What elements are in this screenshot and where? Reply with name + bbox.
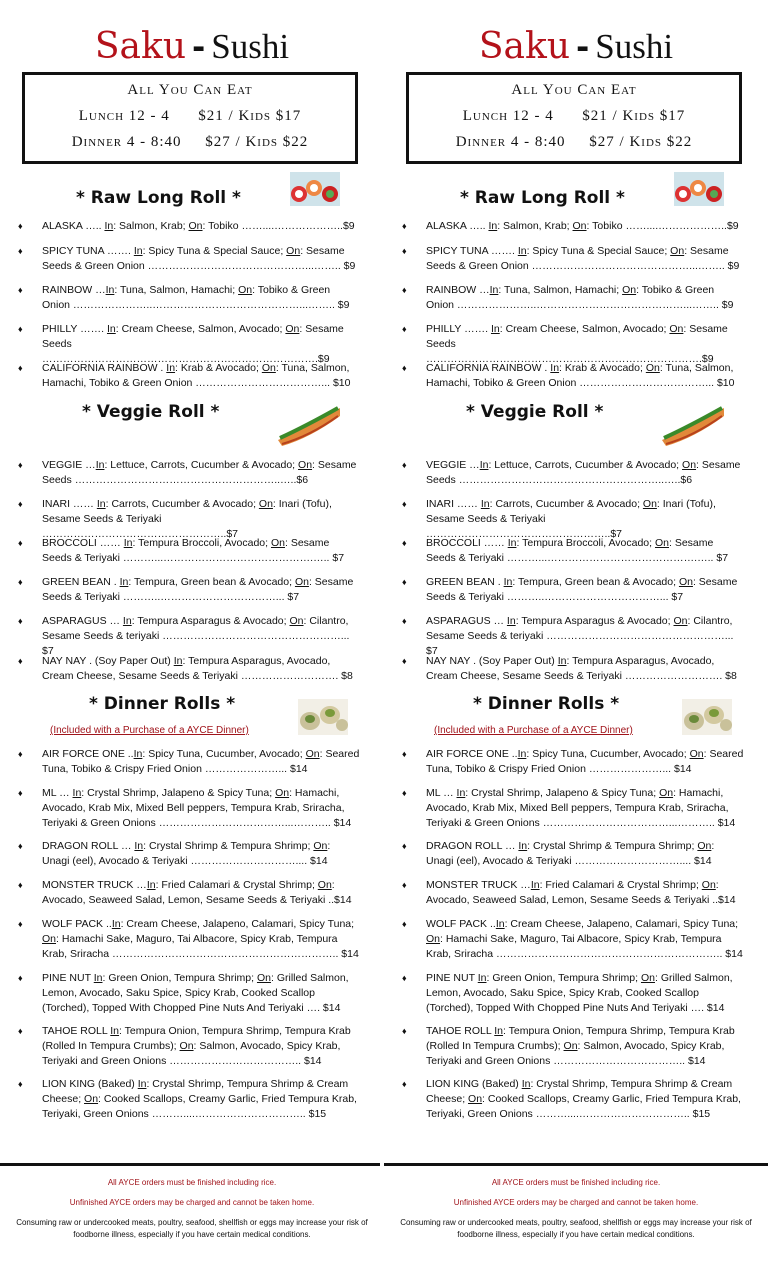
menu-item-b: : Sesame Seeds …………………………………………………..…..$6 [42, 459, 357, 486]
menu-item-text [426, 1077, 744, 1122]
menu-item-a: : Green Onion, Tempura Shrimp; [102, 972, 257, 984]
diamond-bullet-icon: ♦ [18, 973, 23, 983]
footer-line-3: Consuming raw or undercooked meats, poultry, seafood, shellfish or eggs may increase your risk of foodborne illness, especially if you have certain medical conditions. [16, 1218, 368, 1239]
lunch-price: Lunch 12 - 4 $21 / Kids $17 [462, 108, 686, 124]
diamond-bullet-icon: ♦ [402, 246, 407, 256]
menu-item-in: In [506, 615, 516, 627]
diamond-bullet-icon: ♦ [402, 460, 407, 470]
menu-item-b: : Inari (Tofu), Sesame Seeds & Teriyaki ……………………………………………..$7 [426, 498, 716, 540]
menu-item-b: : Sesame Seeds …………………………………………………………………….$9 [42, 323, 344, 365]
menu-item-name: VEGGIE … [426, 459, 480, 471]
menu-item-on: On [261, 362, 276, 374]
veggie-roll-photo [660, 402, 726, 448]
menu-item-name: DRAGON ROLL … [426, 840, 519, 852]
menu-item-in: In [477, 972, 487, 984]
menu-item-on: On [294, 576, 309, 588]
menu-item-on: On [563, 1040, 578, 1052]
menu-item-text [426, 917, 744, 962]
brand-sushi: Sushi [595, 27, 674, 66]
sushi-roll-photo [674, 172, 724, 206]
diamond-bullet-icon: ♦ [402, 538, 407, 548]
menu-item-on: On [642, 498, 657, 510]
menu-item-name: NAY NAY . (Soy Paper Out) [42, 655, 174, 667]
diamond-bullet-icon: ♦ [18, 919, 23, 929]
brand-sushi: Sushi [211, 27, 290, 66]
menu-item-in: In [110, 1025, 120, 1037]
menu-item-in: In [494, 1025, 504, 1037]
menu-item-on: On [701, 879, 716, 891]
menu-item-in: In [503, 576, 513, 588]
menu-item-in: In [134, 840, 144, 852]
menu-item-a: : Tempura Onion, Tempura Shrimp, Tempura Krab (Rolled In Tempura Crumbs); [42, 1025, 351, 1052]
menu-item-name: BROCCOLI …… [42, 537, 124, 549]
dinner-price: Dinner 4 - 8:40 $27 / Kids $22 [71, 134, 309, 150]
menu-item-text [426, 786, 744, 831]
menu-item-a: : Crystal Shrimp, Jalapeno & Spicy Tuna; [81, 787, 276, 799]
menu-item-text [42, 575, 360, 605]
menu-item-on: On [179, 1040, 194, 1052]
menu-item-on: On [256, 972, 271, 984]
menu-item-b: : Seared Tuna, Tobiko & Crispy Fried Onion …………………... $14 [426, 748, 744, 775]
diamond-bullet-icon: ♦ [18, 656, 23, 666]
brand-saku: Saku [478, 26, 571, 67]
menu-item-in: In [479, 459, 489, 471]
menu-item-text [426, 361, 744, 391]
menu-item-in: In [480, 498, 490, 510]
menu-item-in: In [119, 576, 129, 588]
hours-box [22, 72, 358, 164]
menu-item-in: In [122, 615, 132, 627]
menu-item-in: In [111, 918, 121, 930]
menu-item-text [42, 654, 360, 684]
veggie-section-title: * Veggie Roll * [466, 402, 604, 422]
lunch-price: Lunch 12 - 4 $21 / Kids $17 [78, 108, 302, 124]
menu-item-b: : Sesame Seeds & Teriyaki ………...…………………………………….….. $7 [426, 537, 729, 564]
menu-item-b: : Sesame Seeds & Teriyaki ………...…………………………………….….. $7 [42, 537, 345, 564]
menu-item-a: : Lettuce, Carrots, Cucumber & Avocado; [104, 459, 299, 471]
menu-item-on: On [670, 245, 685, 257]
menu-item-on: On [678, 576, 693, 588]
menu-item-name: AIR FORCE ONE .. [42, 748, 134, 760]
menu-item-a: : Spicy Tuna & Special Sauce; [142, 245, 287, 257]
dinner-note: (Included with a Purchase of a AYCE Dinner) [434, 725, 633, 736]
menu-item-in: In [521, 1078, 531, 1090]
footer-divider-right [384, 1163, 768, 1166]
menu-item-text [426, 536, 744, 566]
menu-item-name: PINE NUT [426, 972, 478, 984]
diamond-bullet-icon: ♦ [402, 363, 407, 373]
menu-item-name: TAHOE ROLL [42, 1025, 111, 1037]
menu-item-name: AIR FORCE ONE .. [426, 748, 518, 760]
menu-item-on: On [468, 1093, 483, 1105]
menu-item-on: On [188, 220, 203, 232]
menu-item-b: : Avocado, Seaweed Salad, Lemon, Sesame Seeds & Teriyaki ..$14 [42, 879, 352, 906]
menu-item-name: MONSTER TRUCK … [426, 879, 531, 891]
diamond-bullet-icon: ♦ [18, 880, 23, 890]
diamond-bullet-icon: ♦ [402, 656, 407, 666]
menu-item-in: In [93, 972, 103, 984]
menu-item-name: ALASKA ….. [426, 220, 489, 232]
menu-item-name: ALASKA ….. [42, 220, 105, 232]
menu-item-on: On [659, 787, 674, 799]
menu-item-on: On [238, 284, 253, 296]
menu-item-text [426, 244, 744, 274]
menu-item-name: MONSTER TRUCK … [42, 879, 147, 891]
menu-item-in: In [488, 220, 498, 232]
veggie-roll-photo [276, 402, 342, 448]
menu-item-b: : Hamachi, Avocado, Krab Mix, Mixed Bell peppers, Tempura Krab, Sriracha, Teriyaki & Green Onions ………………………………...……….. $14 [426, 787, 736, 829]
menu-item-in: In [104, 220, 114, 232]
menu-item-on: On [645, 362, 660, 374]
menu-item-name: NAY NAY . (Soy Paper Out) [426, 655, 558, 667]
dinner-roll-photo [298, 699, 348, 735]
menu-item-b: : Tobiko ……....………………..$9 [202, 220, 355, 232]
menu-item-name: CALIFORNIA RAINBOW . [42, 362, 167, 374]
footer-divider-left [0, 1163, 380, 1166]
menu-item-name: INARI …… [42, 498, 97, 510]
menu-item-name: WOLF PACK .. [426, 918, 496, 930]
menu-item-text [426, 575, 744, 605]
menu-item-in: In [95, 459, 105, 471]
menu-item-text [42, 1077, 360, 1122]
menu-item-in: In [105, 284, 115, 296]
menu-item-on: On [270, 537, 285, 549]
menu-item-name: VEGGIE … [42, 459, 96, 471]
menu-item-a: : Cream Cheese, Salmon, Avocado; [499, 323, 670, 335]
menu-item-on: On [426, 933, 441, 945]
menu-item-on: On [572, 220, 587, 232]
menu-item-on: On [697, 840, 712, 852]
diamond-bullet-icon: ♦ [18, 324, 23, 334]
menu-item-name: LION KING (Baked) [42, 1078, 138, 1090]
menu-item-a: : Crystal Shrimp, Tempura Shrimp & Cream Cheese; [426, 1078, 733, 1105]
menu-item-name: RAINBOW … [42, 284, 106, 296]
menu-item-text [42, 536, 360, 566]
menu-item-name: SPICY TUNA ……. [42, 245, 134, 257]
menu-item-a: : Tempura, Green bean & Avocado; [128, 576, 295, 588]
menu-item-on: On [286, 245, 301, 257]
menu-item-in: In [96, 498, 106, 510]
menu-item-b: : Cooked Scallops, Creamy Garlic, Fried Tempura Krab, Teriyaki, Green Onions ………....………………………….. $15 [42, 1093, 357, 1120]
menu-item-a: : Crystal Shrimp & Tempura Shrimp; [143, 840, 314, 852]
menu-item-b: : Sesame Seeds & Teriyaki ………..……………………………... $7 [426, 576, 738, 603]
sushi-roll-photo [290, 172, 340, 206]
menu-item-a: : Tempura Asparagus, Avocado, Cream Cheese, Sesame Seeds & Teriyaki ………………………. $8 [426, 655, 737, 682]
diamond-bullet-icon: ♦ [18, 577, 23, 587]
menu-item-name: WOLF PACK .. [42, 918, 112, 930]
dinner-section-title: * Dinner Rolls * [473, 694, 620, 714]
menu-item-text [426, 971, 744, 1016]
menu-item-name: ASPARAGUS … [42, 615, 123, 627]
menu-item-b: : Sesame Seeds & Teriyaki ………..……………………………... $7 [42, 576, 354, 603]
menu-item-in: In [173, 655, 183, 667]
menu-item-a: : Spicy Tuna, Cucumber, Avocado; [526, 748, 690, 760]
menu-item-name: CALIFORNIA RAINBOW . [426, 362, 551, 374]
menu-item-b: : Grilled Salmon, Lemon, Avocado, Saku Spice, Spicy Krab, Cooked Scallop (Torched), Topped With Chopped Pine Nuts And Teriyaki …. $14 [426, 972, 733, 1014]
menu-item-a: : Tempura Onion, Tempura Shrimp, Tempura Krab (Rolled In Tempura Crumbs); [426, 1025, 735, 1052]
footer-line-2: Unfinished AYCE orders may be charged and cannot be taken home. [69, 1198, 315, 1207]
menu-item-name: BROCCOLI …… [426, 537, 508, 549]
menu-item-b: : Salmon, Avocado, Spicy Krab, Teriyaki and Green Onions ……………………………….. $14 [42, 1040, 341, 1067]
diamond-bullet-icon: ♦ [402, 1079, 407, 1089]
menu-item-a: : Crystal Shrimp, Jalapeno & Spicy Tuna; [465, 787, 660, 799]
menu-item-text [42, 1024, 360, 1069]
menu-item-on: On [673, 615, 688, 627]
menu-item-b: : Sesame Seeds …………………………………………………..…..$6 [426, 459, 741, 486]
menu-item-a: : Tempura Broccoli, Avocado; [516, 537, 655, 549]
menu-item-b: : Tuna, Salmon, Hamachi, Tobiko & Green Onion ………………………………... $10 [426, 362, 735, 389]
diamond-bullet-icon: ♦ [18, 460, 23, 470]
menu-item-name: ML … [426, 787, 457, 799]
menu-item-in: In [123, 537, 133, 549]
menu-item-name: SPICY TUNA ……. [426, 245, 518, 257]
diamond-bullet-icon: ♦ [18, 538, 23, 548]
menu-item-text [42, 219, 360, 234]
menu-item-in: In [106, 323, 116, 335]
menu-item-a: : Tempura Broccoli, Avocado; [132, 537, 271, 549]
menu-item-a: : Salmon, Krab; [113, 220, 189, 232]
menu-item-b: : Tobiko ……....………………..$9 [586, 220, 739, 232]
menu-item-a: : Salmon, Krab; [497, 220, 573, 232]
menu-item-a: : Spicy Tuna, Cucumber, Avocado; [142, 748, 306, 760]
menu-item-in: In [495, 918, 505, 930]
ayce-label: All You Can Eat [127, 82, 253, 98]
brand-logo [384, 26, 768, 70]
menu-item-on: On [689, 748, 704, 760]
footer-line-1: All AYCE orders must be finished including rice. [491, 1178, 661, 1187]
menu-item-a: : Cream Cheese, Jalapeno, Calamari, Spicy Tuna; [120, 918, 355, 930]
menu-item-text [42, 878, 360, 908]
menu-item-in: In [72, 787, 82, 799]
menu-item-in: In [133, 748, 143, 760]
menu-item-text [42, 747, 360, 777]
menu-item-on: On [298, 459, 313, 471]
menu-item-b: : Cilantro, Sesame Seeds & teriyaki ……………………………………………... $7 [426, 615, 734, 657]
menu-item-a: : Krab & Avocado; [559, 362, 646, 374]
menu-item-b: : Sesame Seeds & Green Onion ………………………………………...…….. $9 [42, 245, 356, 272]
diamond-bullet-icon: ♦ [18, 246, 23, 256]
menu-item-name: LION KING (Baked) [426, 1078, 522, 1090]
diamond-bullet-icon: ♦ [402, 919, 407, 929]
dinner-roll-photo [682, 699, 732, 735]
menu-item-on: On [640, 972, 655, 984]
footer-line-2: Unfinished AYCE orders may be charged and cannot be taken home. [453, 1198, 699, 1207]
menu-item-in: In [517, 748, 527, 760]
diamond-bullet-icon: ♦ [402, 973, 407, 983]
menu-item-b: : Tobiko & Green Onion …………………..……………………………………...…….. $9 [42, 284, 350, 311]
hours-box [406, 72, 742, 164]
diamond-bullet-icon: ♦ [18, 221, 23, 231]
menu-item-b: : Cilantro, Sesame Seeds & teriyaki ……………………………………………... $7 [42, 615, 350, 657]
menu-item-b: : Sesame Seeds & Green Onion ………………………………………...…….. $9 [426, 245, 740, 272]
brand-saku: Saku [94, 26, 187, 67]
menu-item-in: In [507, 537, 517, 549]
menu-item-a: : Crystal Shrimp, Tempura Shrimp & Cream Cheese; [42, 1078, 349, 1105]
menu-item-a: : Tuna, Salmon, Hamachi; [498, 284, 623, 296]
menu-item-name: PHILLY ……. [426, 323, 491, 335]
menu-item-b: : Salmon, Avocado, Spicy Krab, Teriyaki and Green Onions ……………………………….. $14 [426, 1040, 725, 1067]
menu-item-a: : Crystal Shrimp & Tempura Shrimp; [527, 840, 698, 852]
footer-line-3: Consuming raw or undercooked meats, poultry, seafood, shellfish or eggs may increase your risk of foodborne illness, especially if you have certain medical conditions. [400, 1218, 752, 1239]
diamond-bullet-icon: ♦ [402, 324, 407, 334]
menu-item-on: On [654, 537, 669, 549]
dinner-section-title: * Dinner Rolls * [89, 694, 236, 714]
menu-item-in: In [489, 284, 499, 296]
menu-item-text [42, 361, 360, 391]
menu-item-a: : Fried Calamari & Crystal Shrimp; [539, 879, 702, 891]
diamond-bullet-icon: ♦ [18, 363, 23, 373]
diamond-bullet-icon: ♦ [402, 749, 407, 759]
menu-item-a: : Tuna, Salmon, Hamachi; [114, 284, 239, 296]
menu-item-in: In [517, 245, 527, 257]
menu-item-in: In [133, 245, 143, 257]
menu-item-name: ML … [42, 787, 73, 799]
menu-item-text [42, 244, 360, 274]
brand-dash: - [576, 28, 590, 66]
menu-item-b: : Unagi (eel), Avocado & Teriyaki ………………………….... $14 [426, 840, 715, 867]
footer-line-1: All AYCE orders must be finished including rice. [107, 1178, 277, 1187]
diamond-bullet-icon: ♦ [18, 749, 23, 759]
menu-item-in: In [530, 879, 540, 891]
brand-logo [0, 26, 384, 70]
menu-item-in: In [166, 362, 176, 374]
menu-item-name: GREEN BEAN . [426, 576, 504, 588]
menu-item-b: : Inari (Tofu), Sesame Seeds & Teriyaki ……………………………………………..$7 [42, 498, 332, 540]
diamond-bullet-icon: ♦ [18, 285, 23, 295]
menu-item-text [42, 614, 360, 659]
menu-item-a: : Carrots, Cucumber & Avocado; [489, 498, 643, 510]
ayce-label: All You Can Eat [511, 82, 637, 98]
menu-item-a: : Fried Calamari & Crystal Shrimp; [155, 879, 318, 891]
menu-item-on: On [313, 840, 328, 852]
menu-item-on: On [84, 1093, 99, 1105]
diamond-bullet-icon: ♦ [402, 616, 407, 626]
menu-item-text [426, 1024, 744, 1069]
menu-item-on: On [305, 748, 320, 760]
menu-item-on: On [622, 284, 637, 296]
menu-item-text [426, 878, 744, 908]
menu-item-text [42, 458, 360, 488]
diamond-bullet-icon: ♦ [402, 841, 407, 851]
menu-item-in: In [146, 879, 156, 891]
menu-item-a: : Lettuce, Carrots, Cucumber & Avocado; [488, 459, 683, 471]
menu-item-a: : Tempura Asparagus, Avocado, Cream Cheese, Sesame Seeds & Teriyaki ………………………. $8 [42, 655, 353, 682]
menu-item-text [426, 747, 744, 777]
menu-item-name: PINE NUT [42, 972, 94, 984]
menu-item-on: On [682, 459, 697, 471]
menu-item-b: : Hamachi Sake, Maguro, Tai Albacore, Spicy Krab, Tempura Krab, Sriracha ……………………………………………………….. $14 [42, 933, 359, 960]
diamond-bullet-icon: ♦ [402, 577, 407, 587]
diamond-bullet-icon: ♦ [18, 616, 23, 626]
diamond-bullet-icon: ♦ [402, 221, 407, 231]
menu-item-in: In [490, 323, 500, 335]
diamond-bullet-icon: ♦ [402, 1026, 407, 1036]
menu-panel-right [384, 0, 768, 1265]
menu-item-text [426, 458, 744, 488]
menu-item-b: : Cooked Scallops, Creamy Garlic, Fried Tempura Krab, Teriyaki, Green Onions ………....………………………….. $15 [426, 1093, 741, 1120]
menu-item-on: On [317, 879, 332, 891]
raw-section-title: * Raw Long Roll * [76, 188, 241, 208]
menu-item-text [426, 219, 744, 234]
menu-item-text [42, 283, 360, 313]
diamond-bullet-icon: ♦ [402, 285, 407, 295]
menu-item-text [426, 839, 744, 869]
menu-item-on: On [258, 498, 273, 510]
menu-item-text [42, 917, 360, 962]
menu-item-in: In [550, 362, 560, 374]
dinner-note: (Included with a Purchase of a AYCE Dinner) [50, 725, 249, 736]
menu-item-name: INARI …… [426, 498, 481, 510]
menu-item-a: : Tempura Asparagus & Avocado; [515, 615, 674, 627]
menu-item-a: : Green Onion, Tempura Shrimp; [486, 972, 641, 984]
menu-item-b: : Avocado, Seaweed Salad, Lemon, Sesame Seeds & Teriyaki ..$14 [426, 879, 736, 906]
diamond-bullet-icon: ♦ [18, 841, 23, 851]
menu-item-on: On [275, 787, 290, 799]
menu-item-text [42, 839, 360, 869]
menu-item-on: On [289, 615, 304, 627]
menu-item-name: TAHOE ROLL [426, 1025, 495, 1037]
diamond-bullet-icon: ♦ [18, 788, 23, 798]
menu-item-name: GREEN BEAN . [42, 576, 120, 588]
menu-item-on: On [669, 323, 684, 335]
brand-dash: - [192, 28, 206, 66]
menu-item-name: DRAGON ROLL … [42, 840, 135, 852]
dinner-price: Dinner 4 - 8:40 $27 / Kids $22 [455, 134, 693, 150]
menu-item-b: : Tobiko & Green Onion …………………..……………………………………...…….. $9 [426, 284, 734, 311]
raw-section-title: * Raw Long Roll * [460, 188, 625, 208]
diamond-bullet-icon: ♦ [18, 1026, 23, 1036]
menu-item-b: : Tuna, Salmon, Hamachi, Tobiko & Green Onion ………………………………... $10 [42, 362, 351, 389]
menu-item-b: : Hamachi Sake, Maguro, Tai Albacore, Spicy Krab, Tempura Krab, Sriracha ……………………………………………………….. $14 [426, 933, 743, 960]
menu-item-name: RAINBOW … [426, 284, 490, 296]
menu-item-text [42, 971, 360, 1016]
diamond-bullet-icon: ♦ [402, 788, 407, 798]
menu-item-b: : Sesame Seeds …………………………………………………………………….$9 [426, 323, 728, 365]
diamond-bullet-icon: ♦ [402, 880, 407, 890]
menu-item-a: : Carrots, Cucumber & Avocado; [105, 498, 259, 510]
menu-item-in: In [137, 1078, 147, 1090]
menu-item-in: In [557, 655, 567, 667]
menu-item-b: : Hamachi, Avocado, Krab Mix, Mixed Bell peppers, Tempura Krab, Sriracha, Teriyaki & Green Onions ………………………………...……….. $14 [42, 787, 352, 829]
menu-item-name: PHILLY ……. [42, 323, 107, 335]
menu-item-text [426, 654, 744, 684]
menu-item-on: On [285, 323, 300, 335]
menu-item-a: : Spicy Tuna & Special Sauce; [526, 245, 671, 257]
menu-item-b: : Unagi (eel), Avocado & Teriyaki ………………………….... $14 [42, 840, 331, 867]
diamond-bullet-icon: ♦ [18, 1079, 23, 1089]
menu-item-text [426, 614, 744, 659]
menu-item-b: : Seared Tuna, Tobiko & Crispy Fried Onion …………………... $14 [42, 748, 360, 775]
menu-item-name: ASPARAGUS … [426, 615, 507, 627]
diamond-bullet-icon: ♦ [18, 499, 23, 509]
menu-item-in: In [456, 787, 466, 799]
menu-item-a: : Cream Cheese, Salmon, Avocado; [115, 323, 286, 335]
menu-item-text [426, 283, 744, 313]
menu-item-in: In [518, 840, 528, 852]
menu-item-a: : Krab & Avocado; [175, 362, 262, 374]
menu-item-a: : Cream Cheese, Jalapeno, Calamari, Spicy Tuna; [504, 918, 739, 930]
menu-item-b: : Grilled Salmon, Lemon, Avocado, Saku Spice, Spicy Krab, Cooked Scallop (Torched), Topped With Chopped Pine Nuts And Teriyaki …. $14 [42, 972, 349, 1014]
menu-item-text [42, 786, 360, 831]
menu-item-a: : Tempura Asparagus & Avocado; [131, 615, 290, 627]
menu-item-on: On [42, 933, 57, 945]
veggie-section-title: * Veggie Roll * [82, 402, 220, 422]
diamond-bullet-icon: ♦ [402, 499, 407, 509]
menu-item-a: : Tempura, Green bean & Avocado; [512, 576, 679, 588]
